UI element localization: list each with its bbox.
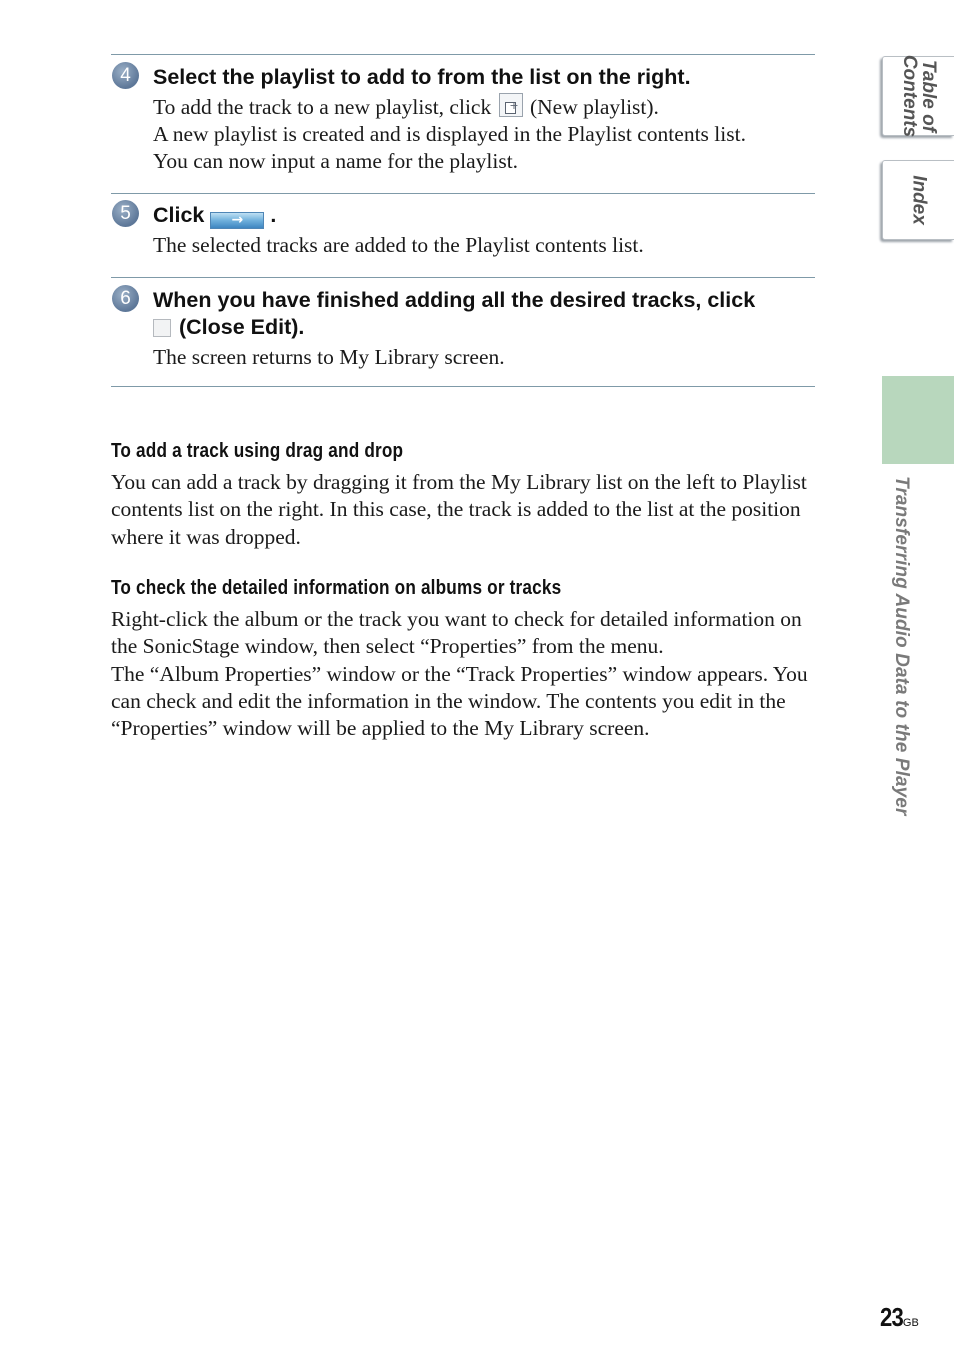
step-title-text: (Close Edit). (178, 315, 305, 339)
paragraph: The “Album Properties” window or the “Track Properties” window appears. You can check and edit the information in the window. The contents you edit in the “Properties” window will be applied to the My Library screen. (111, 661, 808, 741)
steps-list (111, 54, 815, 387)
step-title-text: . (270, 203, 277, 227)
step-number-badge: 6 (112, 285, 139, 312)
step-number-badge: 4 (112, 62, 139, 89)
step-body (153, 93, 815, 175)
add-arrow-button-icon: → (210, 212, 264, 229)
section-body-properties (111, 606, 815, 742)
step-title (153, 194, 815, 229)
chapter-title-text: Transferring Audio Data to the Player (891, 476, 912, 816)
section-body-drag-drop (111, 469, 815, 551)
paragraph: Right-click the album or the track you want to check for detailed information on the SonicStage window, then select “Properties” from the menu. (111, 607, 802, 659)
chapter-marker (882, 376, 954, 464)
step-6 (111, 277, 815, 387)
step-text: (New playlist). (529, 95, 659, 119)
step-5 (111, 193, 815, 277)
step-title: Select the playlist to add to from the list on the right. (153, 65, 691, 89)
step-body: The selected tracks are added to the Playlist contents list. (153, 233, 644, 257)
step-text: A new playlist is created and is displayed in the Playlist contents list. (153, 122, 746, 146)
step-title-text: Click (153, 203, 205, 227)
index-tab[interactable] (882, 160, 954, 240)
tab-label: Index (908, 175, 929, 225)
step-number-badge: 5 (112, 200, 139, 227)
step-text: To add the track to a new playlist, click (153, 95, 492, 119)
chapter-title (889, 476, 913, 834)
section-heading-properties: To check the detailed information on albums or tracks (111, 577, 562, 599)
close-edit-icon (153, 319, 171, 337)
step-title (153, 278, 815, 341)
paragraph: You can add a track by dragging it from the My Library list on the left to Playlist contents list on the right. In this case, the track is added to the list at the position where it was dropped. (111, 470, 807, 549)
new-playlist-icon (499, 93, 523, 117)
page-number-suffix: GB (902, 1317, 919, 1329)
table-of-contents-tab[interactable] (882, 56, 954, 136)
page-number-value: 23 (880, 1302, 903, 1332)
step-4 (111, 54, 815, 193)
section-heading-drag-drop: To add a track using drag and drop (111, 440, 404, 462)
step-text: You can now input a name for the playlist. (153, 149, 519, 173)
tab-label: Table of Contents (898, 54, 939, 138)
page-number (880, 1302, 919, 1333)
step-body: The screen returns to My Library screen. (153, 345, 505, 369)
step-title-text: When you have finished adding all the desired tracks, click (153, 288, 756, 312)
